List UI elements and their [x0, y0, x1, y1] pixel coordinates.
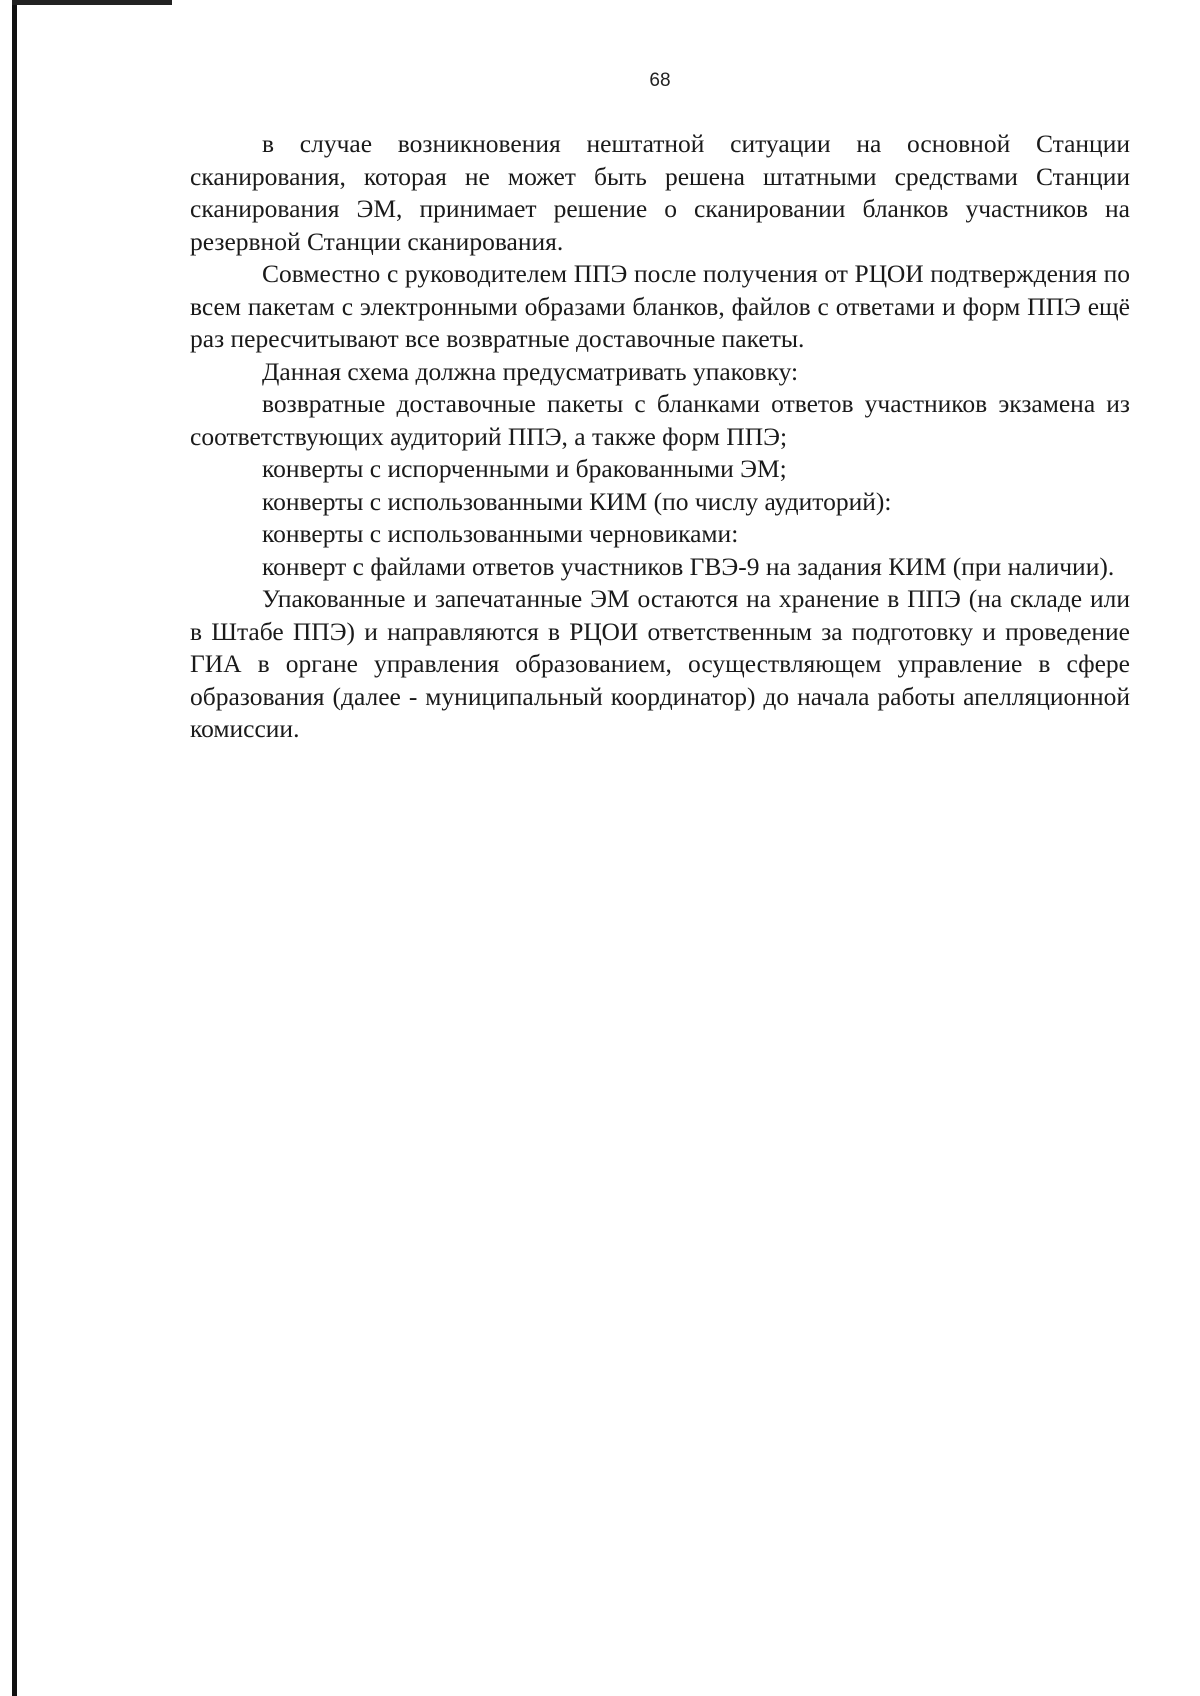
- scan-border-top: [12, 0, 172, 5]
- paragraph-2: Совместно с руководителем ППЭ после получения от РЦОИ подтверждения по всем пакетам с электронными образами бланков, файлов с ответами и форм ППЭ ещё раз пересчитывают все возвратные доставочные пакеты.: [190, 259, 1130, 353]
- paragraph-1: в случае возникновения нештатной ситуации на основной Станции сканирования, которая не может быть решена штатными средствами Станции сканирования ЭМ, принимает решение о сканировании бланков участников на резервной Станции сканирования.: [190, 129, 1130, 256]
- paragraph-4: возвратные доставочные пакеты с бланками ответов участников экзамена из соответствующих аудиторий ППЭ, а также форм ППЭ;: [190, 389, 1130, 451]
- paragraph-9: Упакованные и запечатанные ЭМ остаются на хранение в ППЭ (на складе или в Штабе ППЭ) и направляются в РЦОИ ответственным за подготовку и проведение ГИА в органе управления образованием, осуществляющем управление в сфере образования (далее - муниципальный координатор) до начала работы апелляционной комиссии.: [190, 584, 1130, 743]
- paragraph-6: конверты с использованными КИМ (по числу аудиторий):: [262, 486, 892, 516]
- paragraph-5: конверты с испорченными и бракованными ЭМ;: [262, 454, 787, 483]
- paragraph-8: конверт с файлами ответов участников ГВЭ-9 на задания КИМ (при наличии).: [262, 551, 1115, 581]
- document-body: [190, 128, 1130, 746]
- page-number: 68: [649, 70, 671, 91]
- paragraph-3: Данная схема должна предусматривать упаковку:: [262, 356, 799, 386]
- scan-border-left: [12, 0, 17, 1696]
- paragraph-7: конверты с использованными черновиками:: [262, 519, 739, 548]
